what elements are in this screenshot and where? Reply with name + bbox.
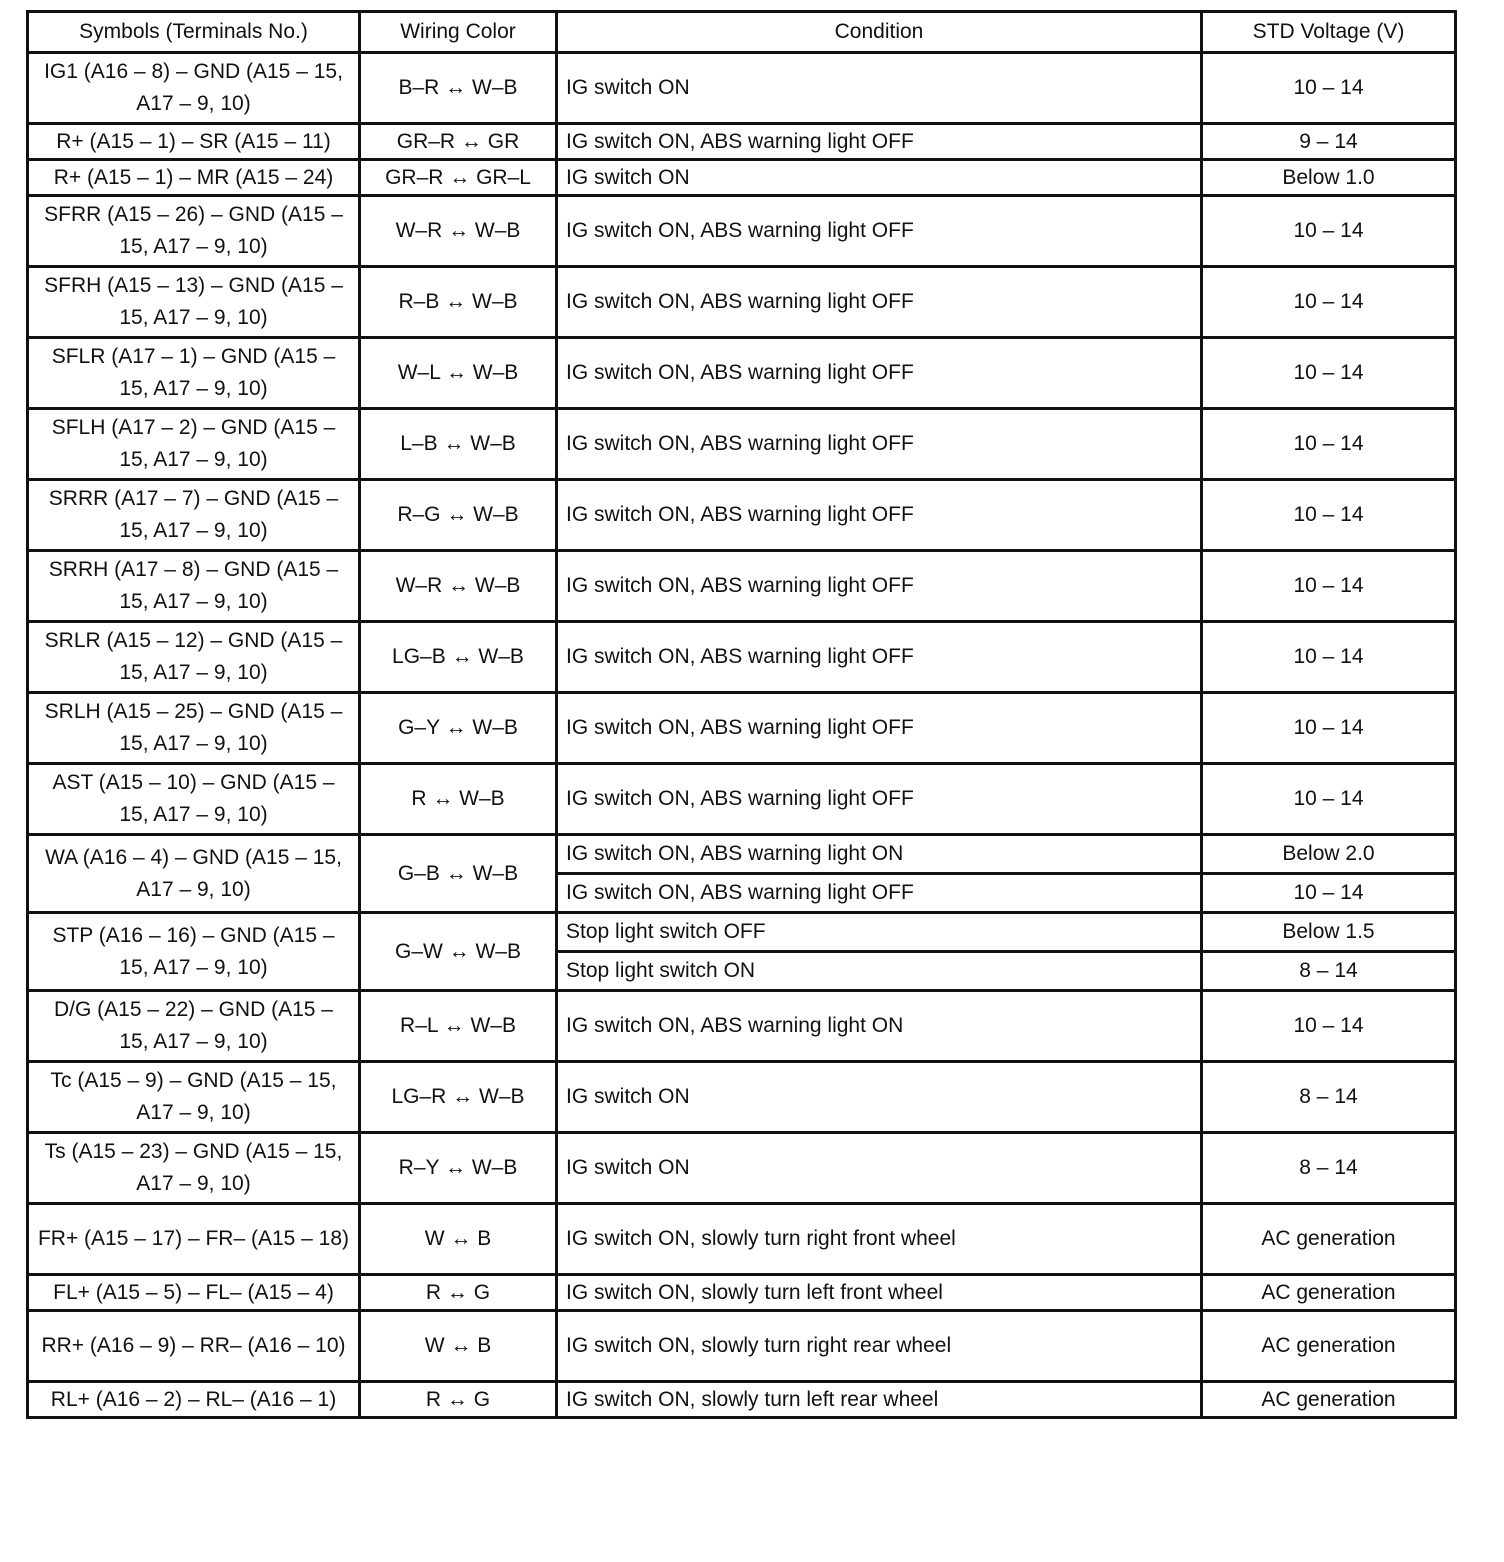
symbol-cell: SFRR (A15 – 26) – GND (A15 – 15, A17 – 9, 10) <box>28 196 360 267</box>
std-voltage-cell: 10 – 14 <box>1202 338 1456 409</box>
symbol-cell: R+ (A15 – 1) – SR (A15 – 11) <box>28 124 360 160</box>
condition-cell: IG switch ON, ABS warning light OFF <box>557 693 1202 764</box>
table-row <box>28 1062 1456 1133</box>
wiring-color-cell: R–B ↔ W–B <box>360 267 557 338</box>
wiring-color-cell: R ↔ G <box>360 1382 557 1418</box>
table-row <box>28 267 1456 338</box>
table-row <box>28 764 1456 835</box>
std-voltage-cell: AC generation <box>1202 1311 1456 1382</box>
condition-cell: IG switch ON, slowly turn right rear wheel <box>557 1311 1202 1382</box>
symbol-cell: IG1 (A16 – 8) – GND (A15 – 15, A17 – 9, 10) <box>28 53 360 124</box>
table-row <box>28 1275 1456 1311</box>
std-voltage-cell: 10 – 14 <box>1202 764 1456 835</box>
wiring-color-cell: GR–R ↔ GR–L <box>360 160 557 196</box>
symbol-cell: STP (A16 – 16) – GND (A15 – 15, A17 – 9, 10) <box>28 913 360 991</box>
table-row <box>28 53 1456 124</box>
wiring-color-cell: G–Y ↔ W–B <box>360 693 557 764</box>
condition-cell: IG switch ON <box>557 1133 1202 1204</box>
table-row <box>28 480 1456 551</box>
condition-cell: IG switch ON <box>557 160 1202 196</box>
table-row <box>28 1382 1456 1418</box>
symbol-cell: AST (A15 – 10) – GND (A15 – 15, A17 – 9, 10) <box>28 764 360 835</box>
condition-cell: IG switch ON, ABS warning light ON <box>557 835 1202 874</box>
table-row <box>28 160 1456 196</box>
symbol-cell: FL+ (A15 – 5) – FL– (A15 – 4) <box>28 1275 360 1311</box>
wiring-color-cell: W ↔ B <box>360 1311 557 1382</box>
symbol-cell: R+ (A15 – 1) – MR (A15 – 24) <box>28 160 360 196</box>
std-voltage-cell: 10 – 14 <box>1202 551 1456 622</box>
wiring-color-cell: R–L ↔ W–B <box>360 991 557 1062</box>
std-voltage-cell: 10 – 14 <box>1202 267 1456 338</box>
std-voltage-cell: 10 – 14 <box>1202 622 1456 693</box>
header-symbols: Symbols (Terminals No.) <box>28 12 360 53</box>
std-voltage-cell: 10 – 14 <box>1202 991 1456 1062</box>
condition-cell: Stop light switch OFF <box>557 913 1202 952</box>
std-voltage-cell: Below 1.5 <box>1202 913 1456 952</box>
wiring-color-cell: LG–B ↔ W–B <box>360 622 557 693</box>
symbol-cell: SRRH (A17 – 8) – GND (A15 – 15, A17 – 9, 10) <box>28 551 360 622</box>
symbol-cell: SFRH (A15 – 13) – GND (A15 – 15, A17 – 9, 10) <box>28 267 360 338</box>
wiring-color-cell: R–G ↔ W–B <box>360 480 557 551</box>
wiring-color-cell: R ↔ G <box>360 1275 557 1311</box>
table-row <box>28 693 1456 764</box>
condition-cell: IG switch ON <box>557 1062 1202 1133</box>
wiring-color-cell: L–B ↔ W–B <box>360 409 557 480</box>
wiring-color-cell: G–W ↔ W–B <box>360 913 557 991</box>
std-voltage-cell: 10 – 14 <box>1202 196 1456 267</box>
wiring-color-cell: R–Y ↔ W–B <box>360 1133 557 1204</box>
std-voltage-cell: 8 – 14 <box>1202 1133 1456 1204</box>
table-row <box>28 991 1456 1062</box>
std-voltage-cell: AC generation <box>1202 1275 1456 1311</box>
wiring-color-cell: LG–R ↔ W–B <box>360 1062 557 1133</box>
header-wiring-color: Wiring Color <box>360 12 557 53</box>
condition-cell: IG switch ON, slowly turn left front wheel <box>557 1275 1202 1311</box>
table-header-row <box>28 12 1456 53</box>
symbol-cell: FR+ (A15 – 17) – FR– (A15 – 18) <box>28 1204 360 1275</box>
condition-cell: IG switch ON, ABS warning light OFF <box>557 622 1202 693</box>
std-voltage-cell: 8 – 14 <box>1202 952 1456 991</box>
std-voltage-cell: AC generation <box>1202 1382 1456 1418</box>
symbol-cell: SRLR (A15 – 12) – GND (A15 – 15, A17 – 9, 10) <box>28 622 360 693</box>
condition-cell: IG switch ON <box>557 53 1202 124</box>
symbol-cell: WA (A16 – 4) – GND (A15 – 15, A17 – 9, 10) <box>28 835 360 913</box>
table-row <box>28 835 1456 874</box>
condition-cell: IG switch ON, ABS warning light OFF <box>557 874 1202 913</box>
table-row <box>28 196 1456 267</box>
table-row <box>28 913 1456 952</box>
wiring-color-cell: W ↔ B <box>360 1204 557 1275</box>
header-std-voltage: STD Voltage (V) <box>1202 12 1456 53</box>
condition-cell: IG switch ON, ABS warning light OFF <box>557 409 1202 480</box>
std-voltage-cell: AC generation <box>1202 1204 1456 1275</box>
condition-cell: IG switch ON, ABS warning light OFF <box>557 480 1202 551</box>
std-voltage-cell: 10 – 14 <box>1202 480 1456 551</box>
wiring-color-cell: W–L ↔ W–B <box>360 338 557 409</box>
symbol-cell: D/G (A15 – 22) – GND (A15 – 15, A17 – 9, 10) <box>28 991 360 1062</box>
table-row <box>28 622 1456 693</box>
table-row <box>28 551 1456 622</box>
table-row <box>28 1133 1456 1204</box>
condition-cell: IG switch ON, ABS warning light OFF <box>557 267 1202 338</box>
std-voltage-cell: 10 – 14 <box>1202 874 1456 913</box>
condition-cell: IG switch ON, ABS warning light OFF <box>557 764 1202 835</box>
terminal-voltage-table <box>26 10 1457 1419</box>
condition-cell: IG switch ON, ABS warning light OFF <box>557 551 1202 622</box>
symbol-cell: RR+ (A16 – 9) – RR– (A16 – 10) <box>28 1311 360 1382</box>
symbol-cell: SRRR (A17 – 7) – GND (A15 – 15, A17 – 9, 10) <box>28 480 360 551</box>
std-voltage-cell: 10 – 14 <box>1202 53 1456 124</box>
std-voltage-cell: 10 – 14 <box>1202 409 1456 480</box>
condition-cell: Stop light switch ON <box>557 952 1202 991</box>
symbol-cell: SFLH (A17 – 2) – GND (A15 – 15, A17 – 9, 10) <box>28 409 360 480</box>
condition-cell: IG switch ON, slowly turn right front wheel <box>557 1204 1202 1275</box>
std-voltage-cell: 8 – 14 <box>1202 1062 1456 1133</box>
condition-cell: IG switch ON, ABS warning light OFF <box>557 196 1202 267</box>
symbol-cell: SFLR (A17 – 1) – GND (A15 – 15, A17 – 9, 10) <box>28 338 360 409</box>
table-row <box>28 409 1456 480</box>
symbol-cell: SRLH (A15 – 25) – GND (A15 – 15, A17 – 9, 10) <box>28 693 360 764</box>
wiring-color-cell: G–B ↔ W–B <box>360 835 557 913</box>
wiring-color-cell: W–R ↔ W–B <box>360 551 557 622</box>
wiring-color-cell: R ↔ W–B <box>360 764 557 835</box>
symbol-cell: RL+ (A16 – 2) – RL– (A16 – 1) <box>28 1382 360 1418</box>
condition-cell: IG switch ON, ABS warning light OFF <box>557 124 1202 160</box>
std-voltage-cell: Below 1.0 <box>1202 160 1456 196</box>
symbol-cell: Tc (A15 – 9) – GND (A15 – 15, A17 – 9, 10) <box>28 1062 360 1133</box>
table-row <box>28 124 1456 160</box>
condition-cell: IG switch ON, ABS warning light OFF <box>557 338 1202 409</box>
wiring-color-cell: W–R ↔ W–B <box>360 196 557 267</box>
condition-cell: IG switch ON, ABS warning light ON <box>557 991 1202 1062</box>
table-body <box>28 53 1456 1418</box>
std-voltage-cell: 9 – 14 <box>1202 124 1456 160</box>
std-voltage-cell: Below 2.0 <box>1202 835 1456 874</box>
wiring-color-cell: B–R ↔ W–B <box>360 53 557 124</box>
table-row <box>28 1311 1456 1382</box>
header-condition: Condition <box>557 12 1202 53</box>
condition-cell: IG switch ON, slowly turn left rear wheel <box>557 1382 1202 1418</box>
symbol-cell: Ts (A15 – 23) – GND (A15 – 15, A17 – 9, 10) <box>28 1133 360 1204</box>
wiring-color-cell: GR–R ↔ GR <box>360 124 557 160</box>
table-row <box>28 338 1456 409</box>
std-voltage-cell: 10 – 14 <box>1202 693 1456 764</box>
table-row <box>28 1204 1456 1275</box>
